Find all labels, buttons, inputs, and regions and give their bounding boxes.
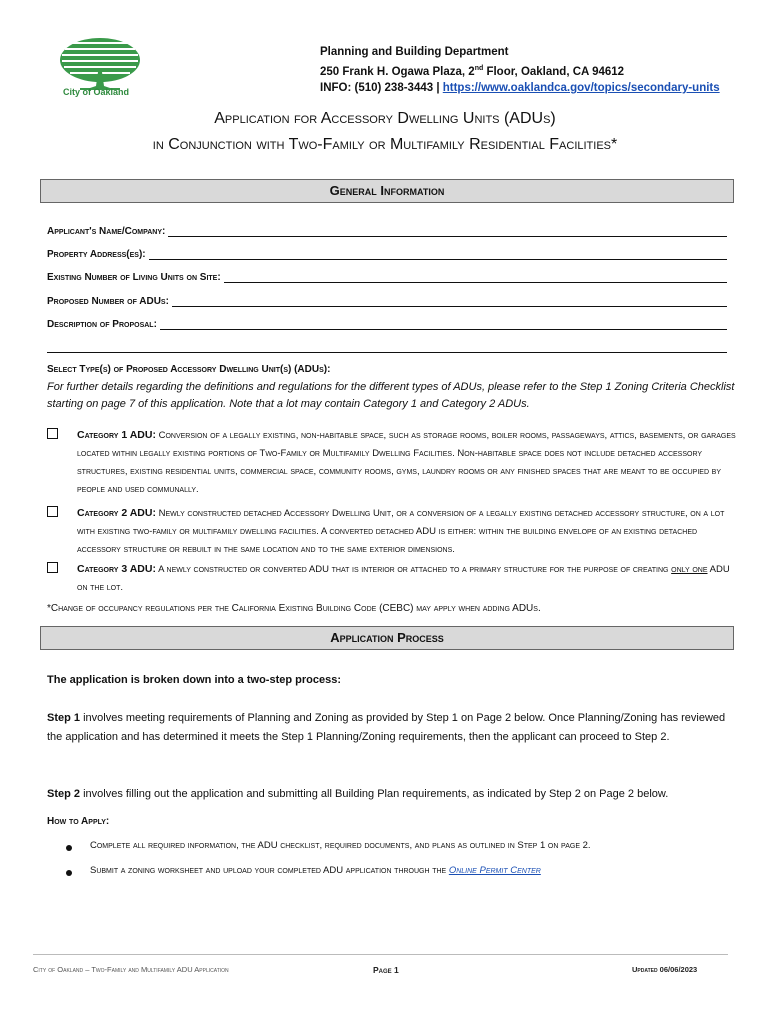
footer-page-number: Page 1	[373, 965, 399, 975]
department-address: 250 Frank H. Ogawa Plaza, 2nd Floor, Oakland, CA 94612	[320, 64, 625, 78]
department-contact: INFO: (510) 238-3443 | https://www.oaklandca.gov/topics/secondary-units	[320, 81, 720, 94]
bullet-dot-icon	[66, 845, 72, 851]
category-2-option: Category 2 ADU: Newly constructed detached Accessory Dwelling Unit, or a conversion of a legally existing detached accessory structure, on a lot with existing two-family or multifamily dwelling facilities. A converted detached ADU is either: within the building envelope of an existing detached accessory structure or rebuilt in the same location and to the same exterior dimensions.	[47, 504, 737, 559]
department-name: Planning and Building Department	[320, 46, 509, 58]
footer-divider	[33, 954, 728, 955]
category-1-checkbox[interactable]	[47, 428, 58, 439]
description-field[interactable]: Description of Proposal:	[47, 319, 727, 330]
existing-units-field[interactable]: Existing Number of Living Units on Site:	[47, 272, 727, 283]
bullet-dot-icon	[66, 870, 72, 876]
logo-text: City of Oakland	[63, 87, 130, 97]
footer-updated: Updated 06/06/2023	[632, 965, 698, 974]
how-to-bullet-1: Complete all required information, the ADU checklist, required documents, and plans as outlined in Step 1 on page 2.	[66, 840, 726, 851]
category-1-option: Category 1 ADU: Conversion of a legally existing, non-habitable space, such as storage rooms, boiler rooms, passageways, attics, basements, or garages located within legally existing portions of Two-Family or Multifamily Dwelling Facilities. Non-habitable space does not include detached accessory structures, existing residential units, commercial space, community rooms, gyms, laundry rooms or any finished spaces that are meant to be occupied by people and used communally.	[47, 426, 737, 499]
step-1-paragraph: Step 1 involves meeting requirements of Planning and Zoning as provided by Step 1 on Page 2 below. Once Planning/Zoning has reviewed the application and has determined it meets the Step 1 Planning/Zoning requirements, then the applicant can proceed to Step 2.	[47, 712, 726, 743]
secondary-units-link[interactable]: https://www.oaklandca.gov/topics/secondary-units	[442, 81, 720, 94]
title-line-1: Application for Accessory Dwelling Units (ADUs)	[214, 110, 556, 127]
description-extra-line[interactable]	[47, 352, 727, 353]
category-2-checkbox[interactable]	[47, 506, 58, 517]
category-3-option: Category 3 ADU: A newly constructed or converted ADU that is interior or attached to a primary structure for the purpose of creating only one ADU on the lot.	[47, 560, 737, 597]
general-information-heading: General Information	[40, 179, 734, 203]
how-to-bullet-2: Submit a zoning worksheet and upload your completed ADU application through the Online Permit Center	[66, 865, 726, 876]
step-2-paragraph: Step 2 involves filling out the application and submitting all Building Plan requirements, as indicated by Step 2 on Page 2 below.	[47, 788, 669, 800]
cebc-note: *Change of occupancy regulations per the California Existing Building Code (CEBC) may apply when adding ADUs.	[47, 603, 541, 614]
process-intro: The application is broken down into a two-step process:	[47, 674, 341, 686]
applicant-name-field[interactable]: Applicant's Name/Company:	[47, 226, 727, 237]
footer-left: City of Oakland – Two-Family and Multifamily ADU Application	[33, 965, 229, 974]
select-type-heading: Select Type(s) of Proposed Accessory Dwelling Unit(s) (ADUs):	[47, 364, 331, 375]
application-process-heading: Application Process	[40, 626, 734, 650]
property-address-field[interactable]: Property Address(es):	[47, 249, 727, 260]
proposed-adus-field[interactable]: Proposed Number of ADUs:	[47, 296, 727, 307]
category-3-checkbox[interactable]	[47, 562, 58, 573]
how-to-apply-heading: How to Apply:	[47, 816, 110, 827]
select-type-note: For further details regarding the definitions and regulations for the different types of ADUs, please refer to the Step 1 Zoning Criteria Checklist starting on page 7 of this application. Note that a lot may contain Category 1 and Category 2 ADUs.	[47, 381, 735, 410]
online-permit-center-link[interactable]: Online Permit Center	[448, 865, 541, 876]
department-info	[320, 44, 720, 96]
title-line-2: in Conjunction with Two-Family or Multifamily Residential Facilities*	[152, 136, 618, 153]
